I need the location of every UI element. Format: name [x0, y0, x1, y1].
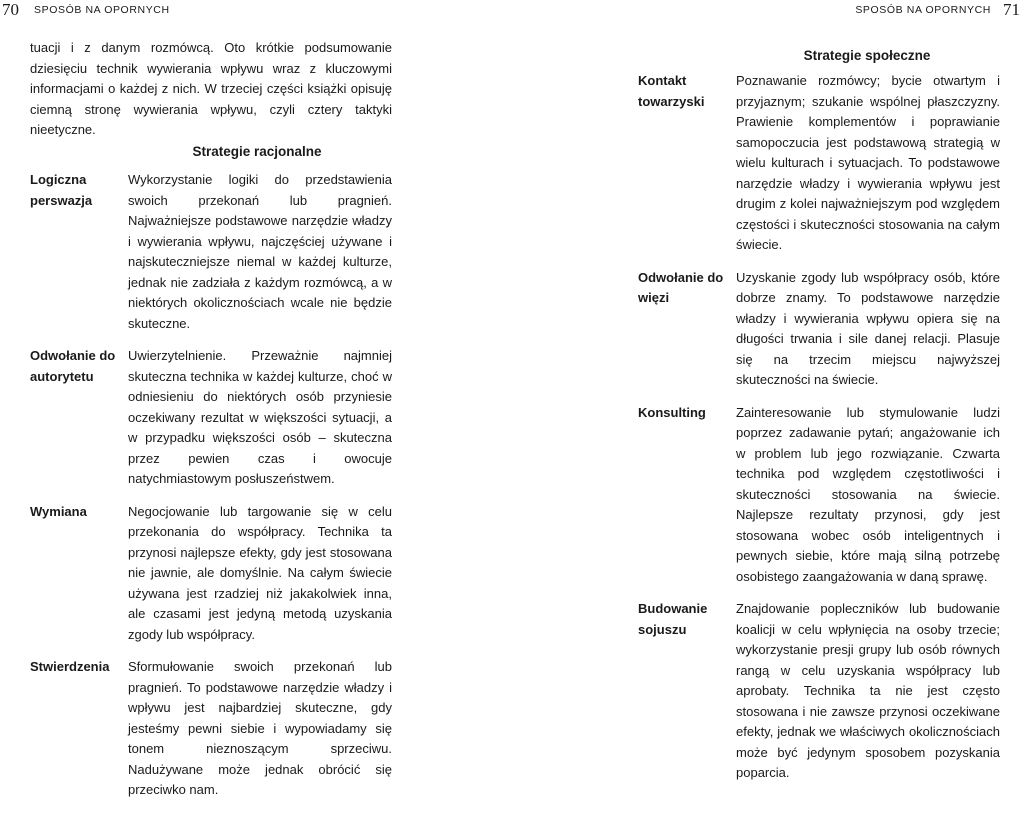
- term-definition: Negocjowanie lub targowanie się w celu przekonania do współpracy. Technika ta przynosi najlepsze efekty, gdy jest stosowana nie jawnie, ale domyślnie. Na całym świecie używana jest rzadziej niż jakakolwiek inna, ale czasami jest jedyną metodą uzyskania zgody lub współpracy.: [128, 503, 392, 642]
- term-label: Wymiana: [30, 503, 87, 519]
- term-definition: Znajdowanie popleczników lub budowanie koalicji w celu wpłynięcia na osoby trzecie; wykorzystanie presji grupy lub osób równych rangą w celu uzyskania współpracy lub aprobaty. Technika ta nie jest często stosowana i nie zawsze przynosi oczekiwane efekty, jednak we właściwych okolicznościach może być jedynym sposobem pozyskania poparcia.: [736, 601, 1000, 780]
- term-row: [638, 599, 1000, 784]
- term-row: [638, 268, 1000, 391]
- term-list: [638, 71, 1000, 796]
- term-label: Logiczna perswazja: [30, 172, 93, 208]
- term-label: Budowanie sojuszu: [638, 601, 708, 637]
- term-row: [638, 71, 1000, 256]
- term-definition: Poznawanie rozmówcy; bycie otwartym i przyjaznym; szukanie wspólnej płaszczyzny. Prawienie komplementów i poprawianie samopoczucia jest podstawową strategią w wielu kulturach i sytuacjach. To podstawowe narzędzie władzy i wywierania wpływu jest drugim z kolei najważniejszym pod względem częstości i skuteczności stosowania na całym świecie.: [736, 73, 1000, 252]
- section-title: Strategie społeczne: [803, 48, 931, 63]
- term-label: Stwierdzenia: [30, 659, 110, 674]
- page-number: 71: [1003, 0, 1020, 19]
- term-definition: Zainteresowanie lub stymulowanie ludzi poprzez zadawanie pytań; angażowanie ich w problem lub jego rozwiązanie. Czwarta technika pod względem częstotliwości i skuteczności stosowania na świecie. Najlepsze rezultaty przynosi, gdy jest stosowana wobec osób inteligentnych i pewnych siebie, które mają silną potrzebę osobistego zaangażowania w daną sprawę.: [736, 404, 1000, 584]
- term-definition: Uzyskanie zgody lub współpracy osób, które dobrze znamy. To podstawowe narzędzie władzy i wywierania wpływu opiera się na długości trwania i sile danej relacji. Plasuje się na trzecim miejscu najwyższej skuteczności na świecie.: [736, 269, 1000, 387]
- left-page: [0, 0, 512, 797]
- term-definition: Sformułowanie swoich przekonań lub pragnień. To podstawowe narzędzie władzy i wpływu jest najbardziej skuteczne, gdy jesteśmy pewni siebie i wypowiadamy się tonem nieznoszącym sprzeciwu. Nadużywane może jednak obrócić się przeciwko nam.: [128, 659, 392, 797]
- running-head: SPOSÓB NA OPORNYCH: [855, 4, 991, 16]
- term-list: [30, 170, 392, 813]
- section-title: Strategie racjonalne: [192, 144, 322, 159]
- term-label: Konsulting: [638, 404, 706, 420]
- term-label: Odwołanie do więzi: [638, 269, 724, 305]
- term-row: [638, 403, 1000, 588]
- right-page: [512, 0, 1024, 780]
- intro-paragraph: [30, 38, 392, 141]
- term-row: [30, 170, 392, 334]
- term-label: Kontakt towarzyski: [638, 73, 705, 109]
- term-row: [30, 657, 392, 801]
- intro-text: tuacji i z danym rozmówcą. Oto krótkie podsumowanie dziesięciu technik wywierania wpływu wraz z kluczowymi informacjami o każdej z nich. W trzeciej części książki opisuję ciemną stronę wywierania wpływu, czyli cztery taktyki nieetyczne.: [30, 40, 392, 137]
- term-row: [30, 346, 392, 490]
- term-label: Odwołanie do autorytetu: [30, 348, 116, 384]
- running-head: SPOSÓB NA OPORNYCH: [34, 4, 170, 16]
- page-number: 70: [2, 0, 19, 19]
- term-definition: Uwierzytelnienie. Przeważnie najmniej skuteczna technika w każdej kulturze, choć w odniesieniu do niektórych osób przyniesie oczekiwany rezultat w większości sytuacji, a w przypadku większości osób – skuteczna przez pewien czas i owocuje natychmiastowym posłuszeństwem.: [128, 348, 392, 486]
- term-row: [30, 502, 392, 646]
- term-definition: Wykorzystanie logiki do przedstawienia swoich przekonań lub pragnień. Najważniejsze podstawowe narzędzie władzy i wywierania wpływu, najczęściej używane i najskuteczniejsze niemal w każdej kulturze, jednak nie zadziała z każdym rozmówcą, a w niektórych okolicznościach wcale nie będzie skuteczne.: [128, 172, 392, 331]
